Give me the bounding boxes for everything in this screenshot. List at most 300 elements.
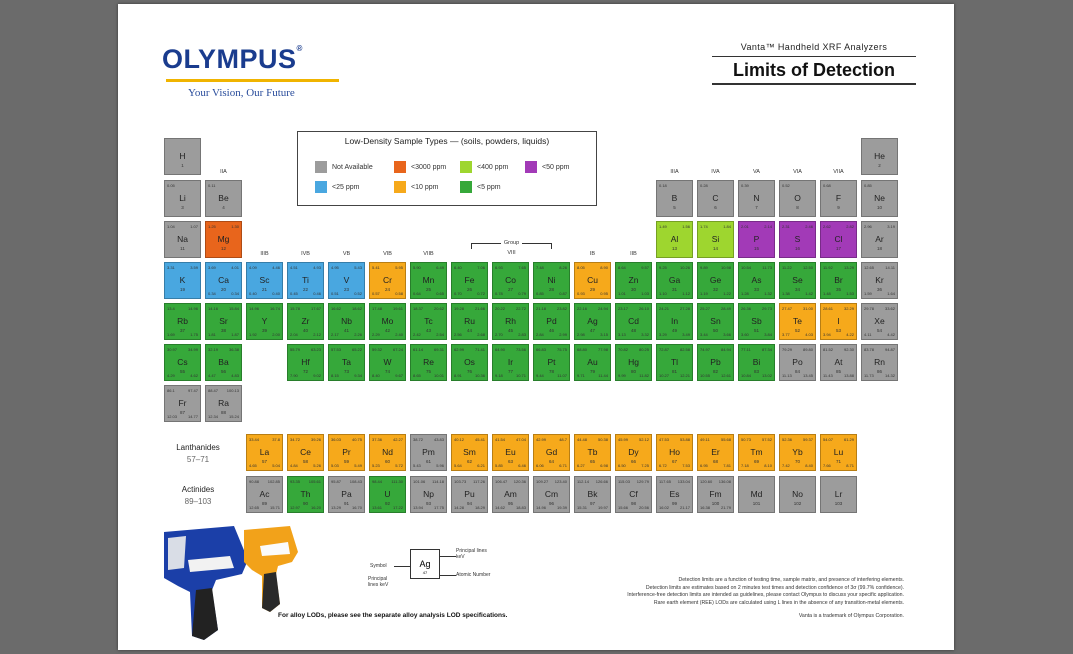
element-line-energy: 0.64 bbox=[413, 291, 421, 296]
element-atomic-number: 26 bbox=[466, 287, 472, 292]
element-cell-lu bbox=[820, 434, 857, 471]
element-line-energy: 15.24 bbox=[228, 414, 239, 419]
element-line-energy: 6.95 bbox=[700, 463, 708, 468]
element-line-energy: 0.79 bbox=[518, 291, 526, 296]
element-line-energy: 0.39 bbox=[741, 183, 749, 188]
element-line-energy: 26.10 bbox=[638, 306, 649, 311]
element-line-energy: 4.83 bbox=[231, 373, 239, 378]
element-line-energy: 59.37 bbox=[802, 437, 813, 442]
element-line-energy: 2.98 bbox=[577, 332, 585, 337]
element-line-energy: 10.26 bbox=[679, 265, 690, 270]
element-cell-n bbox=[738, 180, 775, 217]
element-line-energy: 5.96 bbox=[436, 463, 444, 468]
element-line-energy: 13.61 bbox=[372, 505, 383, 510]
element-line-energy: 6.93 bbox=[495, 265, 503, 270]
element-symbol: Ge bbox=[709, 275, 722, 285]
element-atomic-number: 16 bbox=[794, 246, 800, 251]
element-symbol: Er bbox=[711, 447, 720, 457]
element-cell-pu bbox=[451, 476, 488, 513]
element-line-energy: 11.82 bbox=[639, 373, 649, 378]
element-atomic-number: 44 bbox=[466, 328, 472, 333]
element-line-energy: 129.79 bbox=[636, 479, 649, 484]
element-line-energy: 3.31 bbox=[167, 265, 175, 270]
element-symbol: Cl bbox=[834, 234, 843, 244]
element-line-energy: 49.11 bbox=[700, 437, 710, 442]
element-symbol: Cm bbox=[544, 489, 559, 499]
element-line-energy: 62.99 bbox=[454, 347, 465, 352]
element-cell-mo bbox=[369, 303, 406, 340]
element-atomic-number: 64 bbox=[548, 459, 554, 464]
element-symbol: O bbox=[794, 193, 801, 203]
element-line-energy: 12.97 bbox=[290, 505, 301, 510]
element-line-energy: 126.66 bbox=[595, 479, 608, 484]
legend-title: Low-Density Sample Types — (soils, powders, liquids) bbox=[344, 136, 550, 146]
element-atomic-number: 28 bbox=[548, 287, 554, 292]
element-line-energy: 70.82 bbox=[618, 347, 629, 352]
element-line-energy: 50.38 bbox=[597, 437, 608, 442]
element-atomic-number: 8 bbox=[796, 205, 799, 210]
element-line-energy: 50.73 bbox=[741, 437, 752, 442]
element-cell-zn bbox=[615, 262, 652, 299]
element-cell-kr bbox=[861, 262, 898, 299]
element-line-energy: 0.34 bbox=[231, 291, 239, 296]
element-line-energy: 5.41 bbox=[372, 265, 380, 270]
group-label: IB bbox=[589, 251, 596, 257]
element-line-energy: 0.52 bbox=[354, 291, 362, 296]
element-line-energy: 2.31 bbox=[782, 224, 790, 229]
element-symbol: I bbox=[837, 316, 840, 326]
group-label: IIA bbox=[220, 169, 227, 175]
element-symbol: He bbox=[874, 151, 885, 161]
element-line-energy: 136.08 bbox=[718, 479, 731, 484]
element-symbol: Y bbox=[261, 316, 268, 326]
element-line-energy: 30.97 bbox=[167, 347, 178, 352]
element-symbol: Pr bbox=[342, 447, 351, 457]
element-atomic-number: 65 bbox=[589, 459, 595, 464]
element-line-energy: 105.61 bbox=[308, 479, 321, 484]
element-atomic-number: 93 bbox=[425, 501, 431, 506]
element-atomic-number: 12 bbox=[220, 246, 226, 251]
element-atomic-number: 1 bbox=[181, 163, 184, 168]
element-atomic-number: 69 bbox=[753, 459, 759, 464]
element-line-energy: 52.36 bbox=[782, 437, 793, 442]
element-atomic-number: 49 bbox=[671, 328, 677, 333]
element-line-energy: 0.05 bbox=[167, 183, 175, 188]
legend-item-400ppm: <400 ppm bbox=[460, 161, 508, 173]
element-cell-no bbox=[779, 476, 816, 513]
element-line-energy: 112.14 bbox=[577, 479, 589, 484]
element-line-energy: 61.29 bbox=[843, 437, 854, 442]
element-line-energy: 77.98 bbox=[597, 347, 608, 352]
element-atomic-number: 86 bbox=[876, 369, 882, 374]
element-atomic-number: 67 bbox=[671, 459, 677, 464]
element-line-energy: 6.21 bbox=[477, 463, 485, 468]
element-line-energy: 4.29 bbox=[167, 373, 175, 378]
element-line-energy: 9.34 bbox=[354, 373, 362, 378]
element-cell-h bbox=[164, 138, 201, 175]
element-atomic-number: 56 bbox=[220, 369, 226, 374]
element-line-energy: 0.46 bbox=[313, 291, 321, 296]
legend-swatch bbox=[460, 181, 472, 193]
element-atomic-number: 87 bbox=[179, 410, 185, 415]
element-line-energy: 0.85 bbox=[536, 291, 544, 296]
element-cell-cd bbox=[615, 303, 652, 340]
element-symbol: Ra bbox=[218, 398, 229, 408]
element-atomic-number: 72 bbox=[302, 369, 308, 374]
element-symbol: H bbox=[179, 151, 186, 161]
element-symbol: Re bbox=[423, 357, 434, 367]
element-line-energy: 0.78 bbox=[495, 291, 503, 296]
element-line-energy: 123.40 bbox=[554, 479, 567, 484]
element-line-energy: 21.17 bbox=[679, 505, 690, 510]
element-line-energy: 4.95 bbox=[331, 265, 339, 270]
element-line-energy: 19.61 bbox=[392, 306, 403, 311]
element-line-energy: 1.28 bbox=[741, 291, 749, 296]
element-symbol: V bbox=[343, 275, 350, 285]
element-line-energy: 12.65 bbox=[864, 265, 875, 270]
element-cell-ta bbox=[328, 344, 365, 381]
element-symbol: Al bbox=[670, 234, 679, 244]
element-line-energy: 2.83 bbox=[518, 332, 526, 337]
element-line-energy: 3.60 bbox=[741, 332, 749, 337]
element-line-energy: 7.25 bbox=[641, 463, 649, 468]
element-cell-xe bbox=[861, 303, 898, 340]
element-line-energy: 1.32 bbox=[764, 291, 772, 296]
element-atomic-number: 46 bbox=[548, 328, 554, 333]
element-line-energy: 32.19 bbox=[208, 347, 219, 352]
element-line-energy: 92.30 bbox=[843, 347, 854, 352]
element-line-energy: 0.87 bbox=[559, 291, 567, 296]
element-symbol: Lu bbox=[833, 447, 844, 457]
element-line-energy: 9.44 bbox=[536, 373, 544, 378]
element-atomic-number: 90 bbox=[302, 501, 308, 506]
vanta-analyzer-orange-image bbox=[240, 522, 300, 616]
element-line-energy: 8.65 bbox=[413, 373, 421, 378]
element-symbol: Fe bbox=[464, 275, 475, 285]
element-atomic-number: 50 bbox=[712, 328, 718, 333]
element-line-energy: 1.04 bbox=[167, 224, 175, 229]
element-symbol: Zn bbox=[628, 275, 639, 285]
element-symbol: Ac bbox=[259, 489, 270, 499]
element-cell-pb bbox=[697, 344, 734, 381]
legend-item-10ppm: <10 ppm bbox=[394, 181, 438, 193]
element-line-energy: 2.14 bbox=[764, 224, 772, 229]
element-symbol: Cr bbox=[383, 275, 392, 285]
element-line-energy: 2.04 bbox=[290, 332, 298, 337]
element-atomic-number: 82 bbox=[712, 369, 718, 374]
actinides-range: 89–103 bbox=[184, 497, 212, 506]
element-line-energy: 52.12 bbox=[638, 437, 649, 442]
legend-swatch bbox=[460, 161, 472, 173]
element-symbol: Hg bbox=[628, 357, 639, 367]
element-line-energy: 3.13 bbox=[618, 332, 626, 337]
element-symbol: Ni bbox=[547, 275, 556, 285]
element-atomic-number: 27 bbox=[507, 287, 513, 292]
alloy-note: For alloy LODs, please see the separate alloy analysis LOD specifications. bbox=[278, 612, 508, 619]
element-cell-na bbox=[164, 221, 201, 258]
element-atomic-number: 5 bbox=[673, 205, 676, 210]
element-line-energy: 7.06 bbox=[477, 265, 485, 270]
element-atomic-number: 39 bbox=[261, 328, 267, 333]
element-atomic-number: 7 bbox=[755, 205, 758, 210]
element-atomic-number: 45 bbox=[507, 328, 513, 333]
element-line-energy: 36.03 bbox=[331, 437, 342, 442]
element-line-energy: 53.88 bbox=[679, 437, 690, 442]
element-cell-b bbox=[656, 180, 693, 217]
element-symbol: Cs bbox=[177, 357, 188, 367]
element-line-energy: 13.02 bbox=[761, 373, 772, 378]
element-atomic-number: 75 bbox=[425, 369, 431, 374]
element-symbol: Fm bbox=[709, 489, 722, 499]
element-atomic-number: 24 bbox=[384, 287, 390, 292]
element-line-energy: 0.70 bbox=[454, 291, 462, 296]
element-line-energy: 64.90 bbox=[495, 347, 506, 352]
element-atomic-number: 84 bbox=[794, 369, 800, 374]
element-line-energy: 44.48 bbox=[577, 437, 588, 442]
element-line-energy: 37.36 bbox=[372, 437, 383, 442]
element-line-energy: 4.51 bbox=[290, 265, 298, 270]
element-cell-ho bbox=[656, 434, 693, 471]
element-symbol: Br bbox=[834, 275, 843, 285]
element-atomic-number: 2 bbox=[878, 163, 881, 168]
element-line-energy: 97.47 bbox=[187, 388, 198, 393]
element-symbol: Am bbox=[504, 489, 517, 499]
element-line-energy: 29.78 bbox=[864, 306, 875, 311]
element-atomic-number: 43 bbox=[425, 328, 431, 333]
element-atomic-number: 101 bbox=[752, 501, 761, 506]
footnote: Detection limits are estimates based on 2 minutes test times and detection confidence of 3σ (99.7% confidence). bbox=[645, 584, 904, 591]
element-line-energy: 1.56 bbox=[682, 224, 690, 229]
element-cell-rb bbox=[164, 303, 201, 340]
element-line-energy: 43.83 bbox=[433, 437, 444, 442]
element-line-energy: 111.30 bbox=[391, 479, 403, 484]
element-cell-hf bbox=[287, 344, 324, 381]
element-line-energy: 14.96 bbox=[249, 306, 260, 311]
element-atomic-number: 31 bbox=[671, 287, 677, 292]
element-line-energy: 1.87 bbox=[231, 332, 239, 337]
element-line-energy: 14.96 bbox=[536, 505, 547, 510]
element-line-energy: 55.79 bbox=[290, 347, 301, 352]
element-line-energy: 95.87 bbox=[331, 479, 342, 484]
group-label: VIIA bbox=[833, 169, 844, 175]
element-line-energy: 1.12 bbox=[682, 291, 690, 296]
element-line-energy: 1.19 bbox=[700, 291, 708, 296]
element-line-energy: 8.64 bbox=[618, 265, 626, 270]
element-symbol: Nb bbox=[341, 316, 352, 326]
header-rule bbox=[712, 83, 916, 85]
element-line-energy: 5.23 bbox=[372, 463, 380, 468]
element-atomic-number: 92 bbox=[384, 501, 390, 506]
element-line-energy: 6.72 bbox=[659, 463, 667, 468]
element-cell-re bbox=[410, 344, 447, 381]
element-symbol: Gd bbox=[545, 447, 558, 457]
footnote: Rare earth element (REE) LODs are calculated using L lines in the absence of any transition-metal elements. bbox=[653, 599, 904, 606]
element-cell-al bbox=[656, 221, 693, 258]
element-line-energy: 19.97 bbox=[597, 505, 608, 510]
element-line-energy: 17.48 bbox=[372, 306, 383, 311]
element-line-energy: 100.13 bbox=[226, 388, 239, 393]
element-cell-nd bbox=[369, 434, 406, 471]
element-atomic-number: 89 bbox=[261, 501, 267, 506]
element-line-energy: 2.01 bbox=[741, 224, 749, 229]
element-symbol: B bbox=[671, 193, 678, 203]
element-line-energy: 1.69 bbox=[167, 332, 175, 337]
element-atomic-number: 70 bbox=[794, 459, 800, 464]
element-cell-md bbox=[738, 476, 775, 513]
element-symbol: Sm bbox=[463, 447, 476, 457]
element-line-energy: 1.07 bbox=[190, 224, 198, 229]
element-atomic-number: 11 bbox=[180, 246, 185, 251]
element-atomic-number: 99 bbox=[671, 501, 677, 506]
element-line-energy: 24.94 bbox=[597, 306, 608, 311]
element-line-energy: 28.61 bbox=[823, 306, 834, 311]
element-atomic-number: 4 bbox=[222, 205, 225, 210]
element-cell-rn bbox=[861, 344, 898, 381]
group-label: IIIA bbox=[670, 169, 679, 175]
element-line-energy: 1.22 bbox=[723, 291, 731, 296]
element-line-energy: 66.83 bbox=[536, 347, 547, 352]
element-atomic-number: 61 bbox=[425, 459, 431, 464]
element-line-energy: 103.73 bbox=[454, 479, 467, 484]
element-cell-o bbox=[779, 180, 816, 217]
element-line-energy: 0.40 bbox=[272, 291, 280, 296]
element-line-energy: 23.17 bbox=[618, 306, 629, 311]
element-cell-u bbox=[369, 476, 406, 513]
element-symbol: Ba bbox=[218, 357, 229, 367]
element-atomic-number: 23 bbox=[343, 287, 349, 292]
element-line-energy: 13.29 bbox=[331, 505, 342, 510]
element-atomic-number: 48 bbox=[630, 328, 636, 333]
element-line-energy: 32.29 bbox=[843, 306, 854, 311]
element-line-energy: 57.53 bbox=[331, 347, 342, 352]
element-symbol: Os bbox=[464, 357, 475, 367]
element-line-energy: 0.72 bbox=[477, 291, 485, 296]
element-line-energy: 1.25 bbox=[208, 224, 216, 229]
element-atomic-number: 97 bbox=[589, 501, 595, 506]
group-viii-label: VIII bbox=[507, 250, 516, 256]
element-line-energy: 3.29 bbox=[659, 332, 667, 337]
element-symbol: Yb bbox=[792, 447, 803, 457]
element-symbol: Te bbox=[793, 316, 802, 326]
element-line-energy: 1.01 bbox=[618, 291, 626, 296]
element-line-energy: 5.43 bbox=[413, 463, 421, 468]
element-cell-se bbox=[779, 262, 816, 299]
element-line-energy: 86.1 bbox=[167, 388, 175, 393]
element-line-energy: 31.00 bbox=[802, 306, 813, 311]
element-symbol: Mg bbox=[217, 234, 230, 244]
element-line-energy: 20.22 bbox=[495, 306, 506, 311]
element-symbol: La bbox=[259, 447, 270, 457]
element-cell-er bbox=[697, 434, 734, 471]
element-line-energy: 12.34 bbox=[208, 414, 219, 419]
element-line-energy: 3.32 bbox=[641, 332, 649, 337]
legend-item-not-available: Not Available bbox=[315, 161, 373, 173]
element-line-energy: 14.62 bbox=[495, 505, 506, 510]
element-line-energy: 4.93 bbox=[313, 265, 321, 270]
element-atomic-number: 15 bbox=[753, 246, 759, 251]
element-cell-sm bbox=[451, 434, 488, 471]
element-line-energy: 1.38 bbox=[782, 291, 790, 296]
element-symbol: In bbox=[670, 316, 679, 326]
element-atomic-number: 85 bbox=[835, 369, 841, 374]
element-line-energy: 4.42 bbox=[887, 332, 895, 337]
element-line-energy: 2.40 bbox=[395, 332, 403, 337]
element-line-energy: 8.91 bbox=[454, 373, 462, 378]
element-line-energy: 90.88 bbox=[249, 479, 260, 484]
element-cell-y bbox=[246, 303, 283, 340]
element-line-energy: 59.32 bbox=[372, 347, 383, 352]
element-atomic-number: 102 bbox=[793, 501, 802, 506]
element-symbol: Nd bbox=[382, 447, 393, 457]
element-symbol: Sr bbox=[219, 316, 228, 326]
element-line-energy: 7.53 bbox=[682, 463, 690, 468]
element-line-energy: 120.60 bbox=[700, 479, 713, 484]
element-line-energy: 4.11 bbox=[864, 332, 872, 337]
element-atomic-number: 103 bbox=[834, 501, 843, 506]
element-line-energy: 16.02 bbox=[659, 505, 670, 510]
element-line-energy: 2.96 bbox=[864, 224, 872, 229]
element-line-energy: 9.89 bbox=[700, 265, 708, 270]
element-atomic-number: 52 bbox=[794, 328, 800, 333]
element-line-energy: 6.27 bbox=[577, 463, 585, 468]
element-line-energy: 1.84 bbox=[723, 224, 731, 229]
element-atomic-number: 18 bbox=[876, 246, 882, 251]
element-line-energy: 120.36 bbox=[513, 479, 526, 484]
element-line-energy: 1.59 bbox=[864, 291, 872, 296]
element-atomic-number: 29 bbox=[589, 287, 595, 292]
element-symbol: Si bbox=[711, 234, 720, 244]
element-cell-br bbox=[820, 262, 857, 299]
element-symbol: As bbox=[751, 275, 762, 285]
element-line-energy: 33.44 bbox=[249, 437, 260, 442]
legend-swatch bbox=[315, 161, 327, 173]
element-symbol: Lr bbox=[834, 489, 843, 499]
element-atomic-number: 36 bbox=[876, 287, 882, 292]
element-line-energy: 75.75 bbox=[556, 347, 567, 352]
element-line-energy: 98.44 bbox=[372, 479, 383, 484]
element-line-energy: 2.26 bbox=[354, 332, 362, 337]
element-symbol: Pu bbox=[464, 489, 475, 499]
element-cell-tm bbox=[738, 434, 775, 471]
element-line-energy: 2.56 bbox=[454, 332, 462, 337]
element-line-energy: 22.16 bbox=[577, 306, 588, 311]
element-line-energy: 5.49 bbox=[354, 463, 362, 468]
element-atomic-number: 42 bbox=[384, 328, 390, 333]
element-line-energy: 1.74 bbox=[700, 224, 708, 229]
element-cell-os bbox=[451, 344, 488, 381]
element-symbol: Ir bbox=[507, 357, 514, 367]
element-line-energy: 21.18 bbox=[536, 306, 547, 311]
element-symbol: Po bbox=[792, 357, 803, 367]
element-symbol: Rh bbox=[505, 316, 516, 326]
element-atomic-number: 79 bbox=[589, 369, 595, 374]
element-line-energy: 23.82 bbox=[556, 306, 567, 311]
element-line-energy: 4.84 bbox=[290, 463, 298, 468]
element-line-energy: 15.66 bbox=[618, 505, 629, 510]
element-line-energy: 13.94 bbox=[413, 505, 424, 510]
element-line-energy: 29.73 bbox=[761, 306, 772, 311]
element-symbol: Eu bbox=[505, 447, 516, 457]
element-symbol: Ti bbox=[302, 275, 309, 285]
element-atomic-number: 100 bbox=[711, 501, 720, 506]
element-symbol: Dy bbox=[628, 447, 639, 457]
element-line-energy: 115.03 bbox=[618, 479, 630, 484]
element-line-energy: 13.29 bbox=[843, 265, 854, 270]
element-line-energy: 28.49 bbox=[720, 306, 731, 311]
element-line-energy: 5.04 bbox=[272, 463, 280, 468]
element-symbol: Ru bbox=[464, 316, 475, 326]
element-cell-th bbox=[287, 476, 324, 513]
